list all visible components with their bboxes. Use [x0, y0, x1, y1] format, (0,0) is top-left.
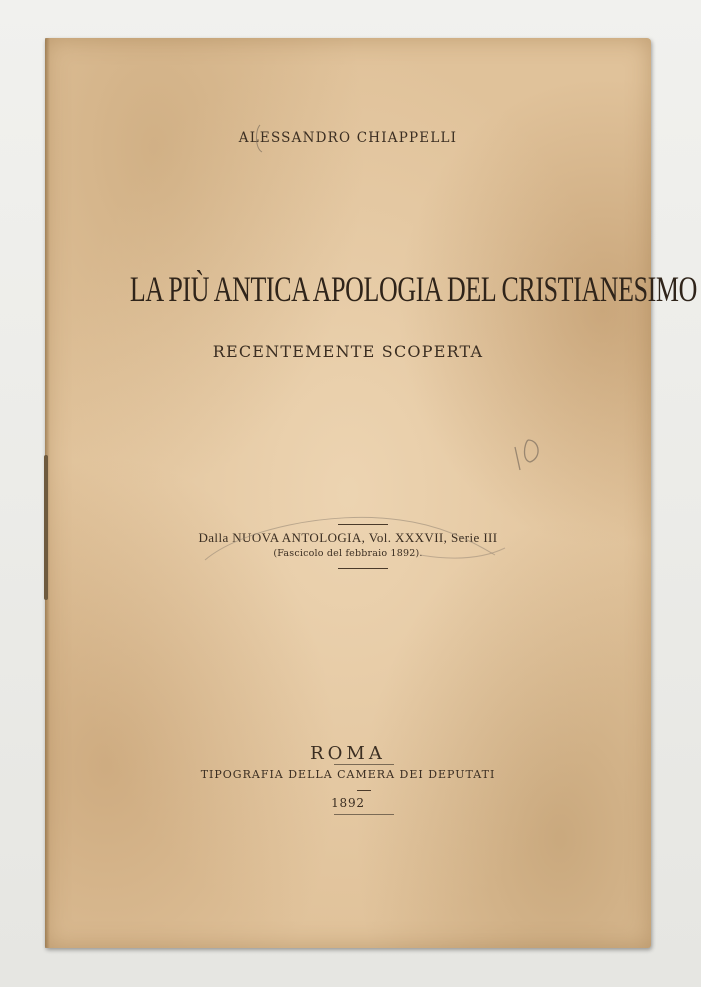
book-title: LA PIÙ ANTICA APOLOGIA DEL CRISTIANESIMO: [129, 269, 697, 309]
source-line: Dalla NUOVA ANTOLOGIA, Vol. XXXVII, Serie III: [198, 530, 498, 545]
publication-city: ROMA: [310, 743, 386, 764]
author-name: ALESSANDRO CHIAPPELLI: [238, 130, 458, 146]
printer-name: TIPOGRAFIA DELLA CAMERA DEI DEPUTATI: [200, 768, 496, 781]
publication-year: 1892: [331, 796, 365, 810]
issue-line: (Fascicolo del febbraio 1892).: [273, 548, 423, 559]
book-subtitle: RECENTEMENTE SCOPERTA: [212, 342, 484, 361]
